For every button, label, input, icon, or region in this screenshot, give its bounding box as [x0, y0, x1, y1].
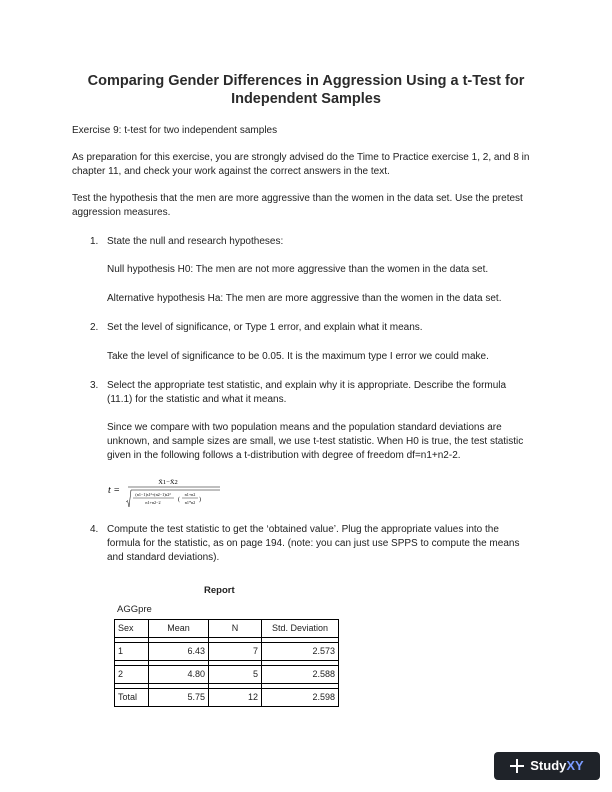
header-mean: Mean [149, 620, 209, 638]
report-variable: AGGpre [117, 604, 152, 615]
report-table [114, 619, 339, 707]
cell-n: 12 [209, 689, 262, 707]
svg-text:(: ( [178, 497, 180, 503]
formula-pooled-df: n1+n2−2 [145, 500, 161, 505]
t-statistic-formula [108, 474, 228, 510]
studyxy-logo [494, 752, 600, 780]
formula-lhs: t = [108, 485, 121, 496]
logo-suffix: XY [566, 757, 584, 773]
report-title: Report [204, 585, 235, 596]
header-n: N [209, 620, 262, 638]
list-number: 3. [90, 380, 99, 391]
cell-mean: 6.43 [149, 643, 209, 661]
header-sex: Sex [115, 620, 149, 638]
list-text: Set the level of significance, or Type 1 error, and explain what it means. [107, 322, 423, 333]
list-item-4 [90, 523, 530, 565]
table-row [115, 666, 339, 684]
list-text: State the null and research hypotheses: [107, 236, 284, 247]
cell-mean: 4.80 [149, 666, 209, 684]
formula-n-sum: n1+n2 [184, 492, 196, 497]
list-item-2 [90, 321, 530, 335]
task-paragraph: Test the hypothesis that the men are more aggressive than the women in the data set. Use the pretest aggression measures. [72, 193, 523, 218]
cell-sex: 1 [115, 643, 149, 661]
cell-std: 2.588 [262, 666, 339, 684]
formula-numerator: X̄1−X̄2 [158, 479, 178, 486]
formula-pooled-variance: (n1−1)s1²+(n2−1)s2² [135, 492, 171, 497]
list-number: 1. [90, 236, 99, 247]
table-row [115, 689, 339, 707]
list-number: 2. [90, 322, 99, 333]
exercise-label: Exercise 9: t-test for two independent samples [72, 125, 278, 136]
list-item-1 [90, 235, 530, 249]
significance-answer: Take the level of significance to be 0.05. It is the maximum type I error we could make. [107, 351, 489, 362]
formula-n-product: n1*n2 [184, 500, 196, 505]
null-hypothesis: Null hypothesis H0: The men are not more aggressive than the women in the data set. [107, 264, 489, 275]
list-text: Compute the test statistic to get the ‘obtained value’. Plug the appropriate values into the formula for the statistic, as on page 194. (note: you can just use SPPS to compute the means and standard deviations). [107, 524, 520, 563]
plus-sparkle-icon [510, 759, 524, 773]
svg-text:): ) [199, 497, 201, 503]
cell-n: 7 [209, 643, 262, 661]
cell-mean: 5.75 [149, 689, 209, 707]
cell-sex: 2 [115, 666, 149, 684]
table-header-row [115, 620, 339, 638]
alternative-hypothesis: Alternative hypothesis Ha: The men are more aggressive than the women in the data set. [107, 293, 502, 304]
cell-sex: Total [115, 689, 149, 707]
list-number: 4. [90, 524, 99, 535]
cell-std: 2.598 [262, 689, 339, 707]
header-std-deviation: Std. Deviation [262, 620, 339, 638]
list-text: Select the appropriate test statistic, and explain why it is appropriate. Describe the formula (11.1) for the statistic and what it means. [107, 380, 507, 405]
cell-n: 5 [209, 666, 262, 684]
logo-brand: Study [530, 757, 567, 773]
preparation-paragraph: As preparation for this exercise, you are strongly advised do the Time to Practice exercise 1, 2, and 8 in chapter 11, and check your work against the correct answers in the text. [72, 152, 530, 177]
test-statistic-answer: Since we compare with two population means and the population standard deviations are unknown, and sample sizes are small, we use t-test statistic. When H0 is true, the test statistic given in the following follows a t-distribution with degree of freedom df=n1+n2-2. [107, 422, 524, 461]
page-title: Comparing Gender Differences in Aggression Using a t-Test for Independent Samples [87, 73, 525, 107]
table-row [115, 643, 339, 661]
list-item-3 [90, 379, 530, 407]
cell-std: 2.573 [262, 643, 339, 661]
